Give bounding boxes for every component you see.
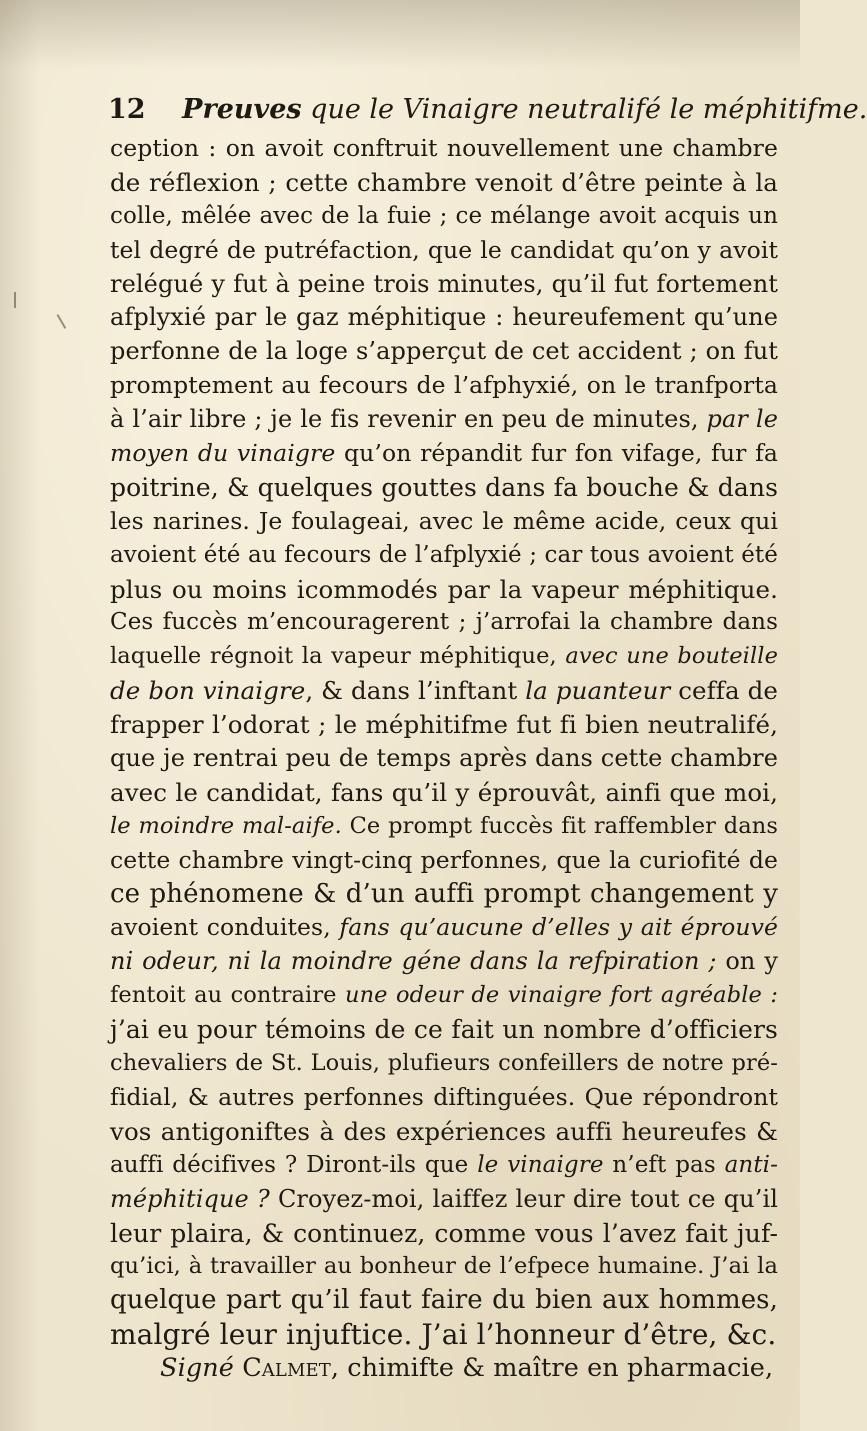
text-line [110,268,778,302]
text-line [110,844,778,878]
italic-text-run: moyen du vinaigre [110,439,336,468]
signature-name: Calmet [242,1353,331,1384]
text-line [110,606,778,640]
italic-text-run: la puanteur [525,676,671,706]
text-run: perfonne de la loge s’apperçut de cet accident ; on fut [110,337,778,366]
text-line [110,301,778,335]
italic-text-run: ni odeur, ni la moindre géne dans la refpiration ; [110,947,717,976]
italic-text-run: une odeur de vinaigre fort agréable : [345,982,778,1009]
text-run: auffi décifives ? Diront-ils que [110,1151,478,1178]
italic-text-run: avec une bouteille [565,643,778,670]
text-run: Croyez-moi, laiffez leur dire tout ce qu’il [269,1184,778,1213]
italic-text-run: méphitique ? [110,1184,270,1213]
text-line [110,1047,778,1081]
text-line [110,1284,778,1318]
text-line [110,810,778,844]
text-line [110,166,778,200]
text-run: leur plaira, & continuez, comme vous l’avez fait juf- [110,1218,778,1248]
text-line [110,403,778,437]
text-run: frapper l’odorat ; le méphitifme fut fi bien neutralifé, [110,710,778,740]
text-line [110,437,778,471]
italic-text-run: par le [706,405,778,434]
text-run: laquelle régnoit la vapeur méphitique, [110,643,566,670]
text-run: les narines. Je foulageai, avec le même acide, ceux qui [110,506,778,535]
page-left-edge-shadow [0,0,40,1431]
text-line [110,708,778,742]
italic-text-run: de bon vinaigre [110,676,306,706]
text-line [110,369,778,403]
text-line [110,674,778,708]
text-run: fentoit au contraire [110,982,345,1009]
text-line [110,471,778,505]
text-run: vos antigoniftes à des expériences auffi heureufes & [110,1116,778,1146]
italic-text-run: le vinaigre [477,1151,604,1178]
text-line [110,1081,778,1115]
text-line [110,1013,778,1047]
text-line [110,1318,778,1352]
text-run: que je rentrai peu de temps après dans cette chambre [110,744,778,773]
text-line [110,200,778,234]
text-run: j’ai eu pour témoins de ce fait un nombre d’officiers [110,1015,778,1045]
text-run: de réflexion ; cette chambre venoit d’être peinte à la [110,167,778,197]
text-line [110,1115,778,1149]
text-line [110,1183,778,1217]
text-run: plus ou moins icommodés par la vapeur méphitique. [110,574,778,604]
body-text [110,132,778,1386]
text-run: poitrine, & quelques gouttes dans fa bouche & dans [110,472,778,502]
text-run: promptement au fecours de l’afphyxié, on le tranfporta [110,371,778,400]
text-run: malgré leur injuftice. J’ai l’honneur d’être, &c. [110,1318,777,1352]
text-run: cette chambre vingt-cinq perfonnes, que la curiofité de [110,845,778,874]
text-run: tel degré de putréfaction, que le candidat qu’on y avoit [110,235,778,264]
text-line [110,1149,778,1183]
text-line [110,505,778,539]
italic-text-run: anti- [724,1151,778,1178]
text-line [110,234,778,268]
text-run: on y [716,947,778,976]
text-run: qu’on répandit fur fon vifage, fur fa [335,439,778,468]
text-run: avoient été au fecours de l’afplyxié ; car tous avoient été [110,541,778,568]
text-line [110,878,778,912]
text-run: ce phénomene & d’un auffi prompt changement y [110,878,778,909]
text-run: quelque part qu’il faut faire du bien aux hommes, [110,1285,778,1316]
signature-signe: Signé [160,1353,234,1384]
margin-bleed-mark [14,292,22,308]
text-run: chevaliers de St. Louis, plufieurs confeillers de notre pré- [110,1050,778,1077]
text-line [110,132,778,166]
text-run: ceffa de [670,676,778,706]
text-run: afplyxié par le gaz méphitique : heureufement qu’une [110,303,778,332]
page-number: 12 [108,94,146,125]
text-run: colle, mêlée avec de la fuie ; ce mélange avoit acquis un [110,202,778,229]
running-head-rest: que le Vinaigre neutralifé le méphitifme. [310,94,867,125]
text-run: , & dans l’inftant [305,676,526,706]
text-line [110,539,778,573]
text-run: qu’ici, à travailler au bonheur de l’efpece humaine. J’ai la [110,1253,778,1280]
page-header [108,92,867,128]
margin-bleed-mark [57,311,72,329]
text-line [110,335,778,369]
text-run: relégué y fut à peine trois minutes, qu’il fut fortement [110,269,778,298]
text-line [110,1217,778,1251]
italic-text-run: fans qu’aucune d’elles y ait éprouvé [339,913,779,942]
page-top-shadow [0,0,800,70]
text-line [110,979,778,1013]
text-line [110,640,778,674]
text-line [110,911,778,945]
text-run: n’eft pas [603,1151,725,1178]
text-run: avec le candidat, fans qu’il y éprouvât, ainfi que moi, [110,777,778,807]
text-run: Ces fuccès m’encouragerent ; j’arrofai la chambre dans [110,609,778,636]
text-run: ception : on avoit conftruit nouvellement une chambre [110,134,778,162]
text-line [110,573,778,607]
signature-line [110,1352,778,1386]
text-line [110,1250,778,1284]
running-head-lead: Preuves [182,94,302,125]
text-line [110,776,778,810]
text-run: Ce prompt fuccès fit raffembler dans [341,812,778,839]
text-run: avoient conduites, [110,913,340,942]
text-line [110,945,778,979]
text-run: à l’air libre ; je le fis revenir en peu de minutes, [110,405,707,434]
italic-text-run: le moindre mal-aife. [110,812,342,839]
signature-rest: , chimifte & maître en pharmacie, [330,1353,774,1384]
text-line [110,742,778,776]
text-run: fidial, & autres perfonnes diftinguées. Que répondront [110,1082,778,1111]
running-head [182,94,867,125]
